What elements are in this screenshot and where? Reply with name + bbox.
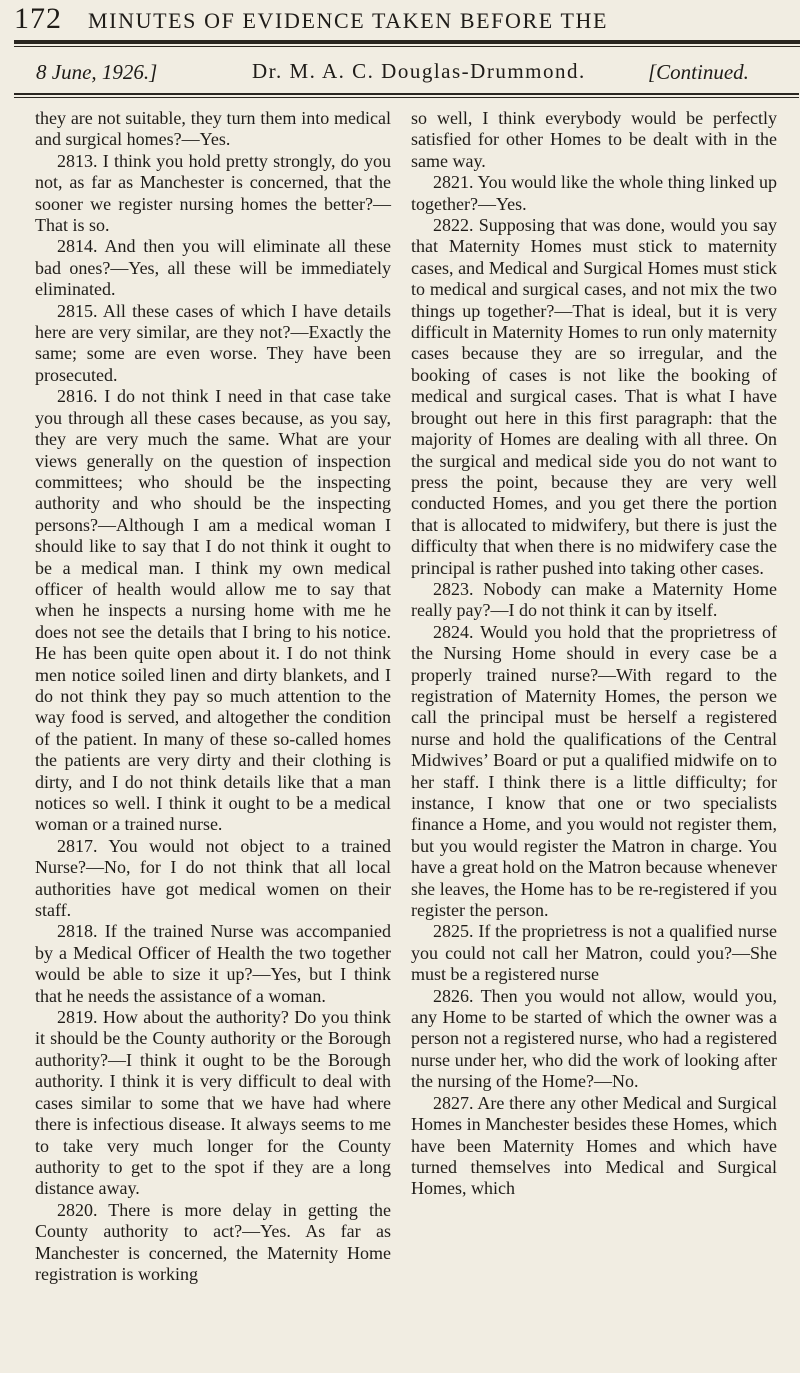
left-column — [35, 108, 391, 1285]
paragraph: so well, I think everybody would be perfectly satisfied for other Homes to be dealt with in the same way. — [411, 108, 777, 171]
header-rule — [14, 40, 800, 44]
paragraph: 2821. You would like the whole thing linked up together?—Yes. — [411, 172, 777, 214]
paragraph: 2814. And then you will eliminate all these bad ones?—Yes, all these will be immediately eliminated. — [35, 236, 391, 300]
header-rule-thin — [14, 46, 800, 47]
right-column — [411, 108, 777, 1200]
paragraph: 2824. Would you hold that the proprietress of the Nursing Home should in every case be a properly trained nurse?—With regard to the registration of Maternity Homes, the person we call the principal must be herself a registered nurse and hold the qualifications of the Central Midwives’ Board or put a qualified midwife on to her staff. I think there is a little difficulty; for instance, I know that one or two specialists finance a Home, and you would not register them, but you would register the Matron in charge. You have a great hold on the Matron because whenever she leaves, the Home has to be re-registered if you register the person. — [411, 621, 777, 921]
subheader-rule-thin — [14, 97, 799, 98]
paragraph: 2816. I do not think I need in that case take you through all these cases because, as you say, they are very much the same. What are your views generally on the question of inspection committees; who should be the inspecting authority and who should be the inspecting persons?—Although I am a medical woman I should like to say that I do not think it ought to be a medical man. I think my own medical officer of health would allow me to say that when he inspects a nursing home with me he does not see the details that I bring to his notice. He has been quite open about it. I do not think men notice soiled linen and dirty blankets, and I do not think they pay so much attention to the way food is served, and altogether the condition of the patient. In many of these so-called homes the patients are very dirty and their clothing is dirty, and I do not think details like that a man notices so well. I think it ought to be a medical woman or a trained nurse. — [35, 386, 391, 835]
paragraph: 2818. If the trained Nurse was accompanied by a Medical Officer of Health the two together would be able to size it up?—Yes, but I think that he needs the assistance of a woman. — [35, 921, 391, 1006]
witness-name: Dr. M. A. C. Douglas-Drummond. — [252, 59, 586, 83]
paragraph: 2815. All these cases of which I have details here are very similar, are they not?—Exactly the same; some are even worse. They have been prosecuted. — [35, 300, 391, 385]
sitting-date: 8 June, 1926.] — [36, 60, 158, 84]
paragraph: 2819. How about the authority? Do you think it should be the County authority or the Borough authority?—I think it ought to be the Borough authority. I think it is very difficult to deal with cases similar to some that we have had where there is infectious disease. It always seems to me to take very much longer for the County authority to get to the spot if they are a long distance away. — [35, 1007, 391, 1199]
continued-label: [Continued. — [648, 60, 749, 84]
running-title: MINUTES OF EVIDENCE TAKEN BEFORE THE — [88, 8, 609, 33]
page-number: 172 — [14, 2, 62, 35]
paragraph: 2826. Then you would not allow, would you, any Home to be started of which the owner was a person not a registered nurse, who had a registered nurse under her, who did the work of looking after the nursing of the Home?—No. — [411, 985, 777, 1092]
paragraph: 2825. If the proprietress is not a qualified nurse you could not call her Matron, could you?—She must be a registered nurse — [411, 921, 777, 985]
paragraph: 2827. Are there any other Medical and Surgical Homes in Manchester besides these Homes, which have been Maternity Homes and which have turned themselves into Medical and Surgical Homes, which — [411, 1092, 777, 1199]
paragraph: 2813. I think you hold pretty strongly, do you not, as far as Manchester is concerned, that the sooner we register nursing homes the better?—That is so. — [35, 150, 391, 236]
paragraph: they are not suitable, they turn them into medical and surgical homes?—Yes. — [35, 108, 391, 150]
paragraph: 2823. Nobody can make a Maternity Home really pay?—I do not think it can by itself. — [411, 578, 777, 621]
paragraph: 2817. You would not object to a trained Nurse?—No, for I do not think that all local authorities have got medical women on their staff. — [35, 835, 391, 921]
subheader-rule — [14, 93, 799, 95]
paragraph: 2820. There is more delay in getting the County authority to act?—Yes. As far as Manchester is concerned, the Maternity Home registration is working — [35, 1199, 391, 1284]
paragraph: 2822. Supposing that was done, would you say that Maternity Homes must stick to maternity cases, and Medical and Surgical Homes must stick to medical and surgical cases, and not mix the two things up together?—That is ideal, but it is very difficult in Maternity Homes to run only maternity cases because they are so irregular, and the booking of cases is not like the booking of medical and surgical cases. That is what I have brought out here in this first paragraph: that the majority of Homes are dealing with all three. On the surgical and medical side you do not want to press the point, because they are very well conducted Homes, and you get there the portion that is allocated to midwifery, but there is just the difficulty that when there is no midwifery case the principal is rather pushed into taking other cases. — [411, 215, 777, 578]
